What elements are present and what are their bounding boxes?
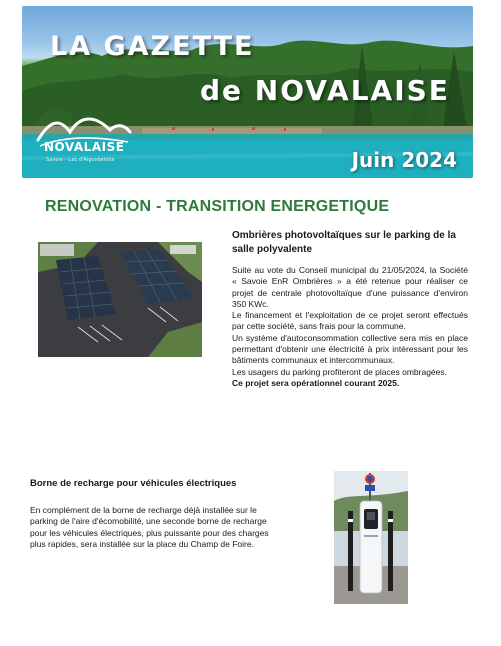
article1-paragraph4: Les usagers du parking profiteront de places ombragées.: [232, 366, 447, 377]
section-heading: RENOVATION - TRANSITION ENERGETIQUE: [45, 198, 390, 215]
gazette-title-line2: de NOVALAISE: [200, 74, 450, 107]
article2-title: Borne de recharge pour véhicules électriques: [30, 478, 237, 489]
article1-title: Ombrières photovoltaïques sur le parking de la salle polyvalente: [232, 230, 456, 255]
article1-paragraph1: Suite au vote du Conseil municipal du 21/05/2024, la Société « Savoie EnR Ombrières » a été retenue pour réaliser ce projet de centrale photovoltaïque d'une puissance d'environ 350 KWc.: [232, 265, 468, 309]
logo-name: NOVALAISE: [44, 140, 125, 154]
novalaise-logo: [34, 110, 134, 174]
header-banner: [22, 6, 473, 178]
solar-panels-image: [38, 242, 202, 357]
article1-paragraph5: Ce projet sera opérationnel courant 2025.: [232, 377, 400, 388]
logo-subtitle: Savoie - Lac d'Aiguebelette: [46, 157, 115, 163]
gazette-title-line1: LA GAZETTE: [50, 31, 255, 62]
article2-body: En complément de la borne de recharge déjà installée sur le parking de l'aire d'écomobilité, une seconde borne de recharge pour les véhicules électriques, plus puissante pour des charges plus rapides, sera installée sur la place du Champ de Foire.: [30, 505, 269, 549]
article1-body: [232, 265, 468, 389]
issue-date: Juin 2024: [351, 148, 457, 172]
article1-paragraph2: Le financement et l'exploitation de ce projet seront effectués par cette société, sans frais pour la commune.: [232, 310, 468, 332]
article1-paragraph3: Un système d'autoconsommation collective sera mis en place permettant d'obtenir une électricité à prix intéressant pour les bâtiments communaux et intercommunaux.: [232, 332, 468, 366]
charging-station-photo: [334, 471, 408, 604]
solar-carport-photo: [38, 242, 202, 357]
ev-charger-image: [334, 471, 408, 604]
